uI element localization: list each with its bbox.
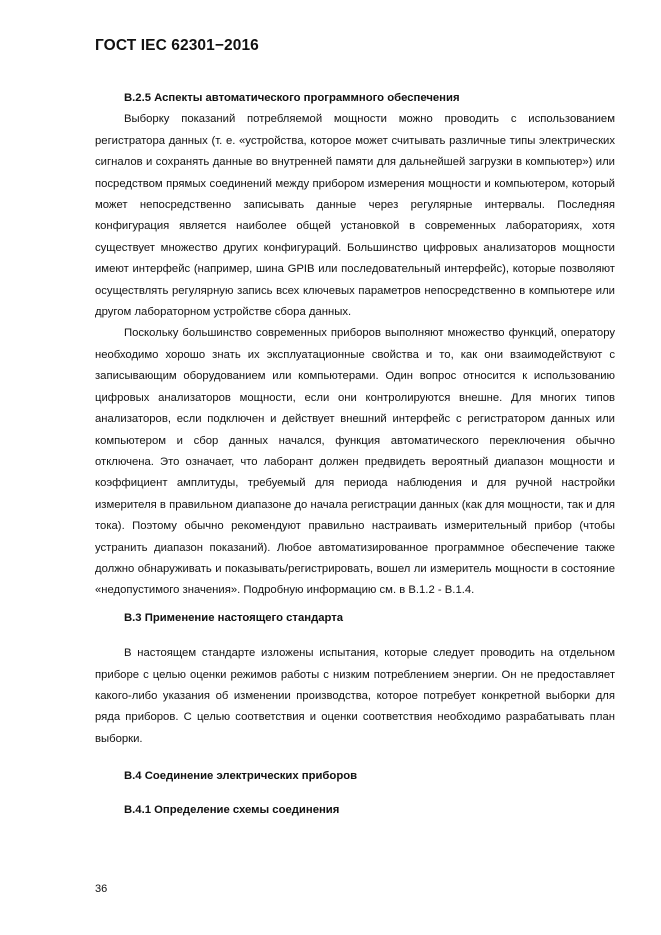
document-header: ГОСТ IEC 62301−2016 — [95, 37, 259, 54]
paragraph-b25-1: Выборку показаний потребляемой мощности можно проводить с использованием регистратора данных (т. е. «устройства, которое может считывать различные типы электрических сигналов и сохранять данные во внутренней памяти для дальнейшей загрузки в компьютер») или посредством прямых соединений между прибором измерения мощности и компьютером, который может непосредственно записывать данные через регулярные интервалы. Последняя конфигурация является наиболее общей установкой в современных лабораториях, хотя существует множество других конфигураций. Большинство цифровых анализаторов мощности имеют интерфейс (например, шина GPIB или последовательный интерфейс), которые позволяют осуществлять регулярную запись всех ключевых параметров непосредственно в компьютере или другом лабораторном устройстве сбора данных. — [95, 113, 615, 319]
section-heading-b3: В.3 Применение настоящего стандарта — [124, 611, 344, 624]
paragraph-b25-2: Поскольку большинство современных приборов выполняют множество функций, оператору необходимо хорошо знать их эксплуатационные свойства и то, как они взаимодействуют с записывающим оборудованием или компьютерами. Один вопрос относится к использованию цифровых анализаторов мощности, если они контролируются внешне. Для многих типов анализаторов, если подключен и действует внешний интерфейс с регистратором данных или компьютером и сбор данных начался, функция автоматического переключения обычно отключена. Это означает, что лаборант должен предвидеть вероятный диапазон мощности и коэффициент амплитуды, требуемый для периода наблюдения и для ручной настройки измерителя в правильном диапазоне до начала регистрации данных (как для мощности, так и для тока). Поэтому обычно рекомендуют правильно настраивать измерительный прибор (чтобы устранить диапазон показаний). Любое автоматизированное программное обеспечение также должно обнаруживать и показывать/регистрировать, вошел ли измеритель мощности в состояние «недопустимого значения». Подробную информацию см. в В.1.2 - В.1.4. — [95, 327, 615, 597]
section-heading-b25: В.2.5 Аспекты автоматического программного обеспечения — [124, 92, 460, 104]
page-number: 36 — [95, 883, 108, 895]
document-body — [95, 88, 615, 821]
paragraph-b3-1: В настоящем стандарте изложены испытания, которые следует проводить на отдельном приборе с целью оценки режимов работы с низким потреблением энергии. Он не предоставляет какого-либо указания об изменении производства, которое потребует конкретной выборки для ряда приборов. С целью соответствия и оценки соответствия необходимо разрабатывать план выборки. — [95, 647, 615, 745]
section-heading-b4: В.4 Соединение электрических приборов — [124, 770, 358, 783]
section-heading-b41: В.4.1 Определение схемы соединения — [124, 803, 340, 816]
